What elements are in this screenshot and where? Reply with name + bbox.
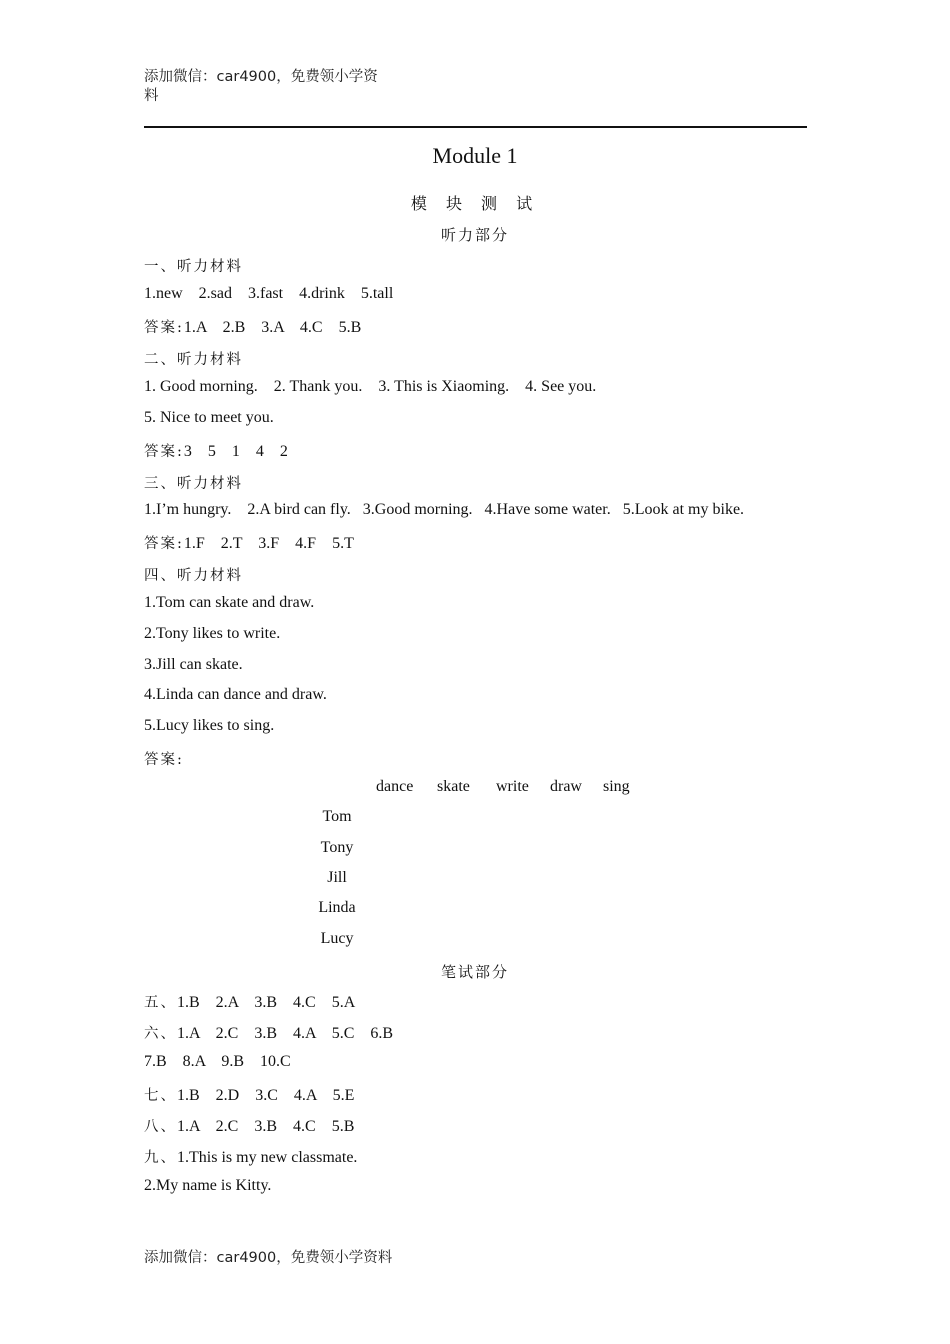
page-header: 添加微信：car4900，免费领小学资料	[144, 69, 378, 104]
table-col-write: write	[496, 778, 529, 795]
page-subtitle: 模 块 测 试	[410, 194, 540, 213]
table-col-skate: skate	[437, 778, 470, 795]
q3-material: 1.I’m hungry. 2.A bird can fly. 3.Good morning. 4.Have some water. 5.Look at my bike.	[144, 501, 745, 518]
q8-answer-line	[144, 1115, 354, 1136]
header-rule	[144, 126, 807, 128]
q9-answer-line1	[144, 1146, 357, 1167]
q9-answer1: 1.This is my new classmate.	[177, 1149, 358, 1166]
q3-answer-label: 答案:	[144, 536, 184, 552]
q1-answer: 1.A 2.B 3.A 4.C 5.B	[183, 319, 362, 336]
q1-answer-label: 答案:	[144, 320, 184, 336]
q6-answer-line1	[144, 1022, 393, 1043]
q4-heading: 四、听力材料	[144, 568, 243, 584]
table-col-draw: draw	[550, 778, 582, 795]
table-row-tom: Tom	[322, 808, 352, 825]
listening-section-title: 听力部分	[440, 226, 509, 244]
writing-section-title: 笔试部分	[440, 963, 509, 981]
q2-answer-line	[144, 440, 288, 461]
page-footer: 添加微信：car4900，免费领小学资料	[144, 1250, 393, 1266]
page-title: Module 1	[432, 143, 518, 168]
q9-label: 九、	[144, 1150, 177, 1166]
q4-line-1: 1.Tom can skate and draw.	[144, 594, 315, 611]
q2-material-line2: 5. Nice to meet you.	[144, 409, 274, 426]
q3-answer-line	[144, 532, 354, 553]
q3-heading: 三、听力材料	[144, 476, 243, 492]
q7-answer-line	[144, 1084, 354, 1105]
q1-material: 1.new 2.sad 3.fast 4.drink 5.tall	[144, 285, 394, 302]
q4-line-5: 5.Lucy likes to sing.	[144, 717, 275, 734]
q9-answer-line2: 2.My name is Kitty.	[144, 1177, 272, 1194]
q5-answer: 1.B 2.A 3.B 4.C 5.A	[177, 994, 356, 1011]
q1-heading: 一、听力材料	[144, 259, 243, 275]
table-row-linda: Linda	[318, 899, 356, 916]
q7-answer: 1.B 2.D 3.C 4.A 5.E	[177, 1087, 355, 1104]
q2-answer-label: 答案:	[144, 444, 184, 460]
q4-line-2: 2.Tony likes to write.	[144, 625, 281, 642]
q7-label: 七、	[144, 1088, 177, 1104]
q5-label: 五、	[144, 995, 177, 1011]
q6-label: 六、	[144, 1026, 177, 1042]
table-row-tony: Tony	[320, 839, 354, 856]
table-col-sing: sing	[603, 778, 630, 795]
q4-answer-label: 答案:	[144, 752, 184, 768]
q4-line-4: 4.Linda can dance and draw.	[144, 686, 327, 703]
table-row-jill: Jill	[327, 869, 347, 886]
q2-heading: 二、听力材料	[144, 352, 243, 368]
q8-label: 八、	[144, 1119, 177, 1135]
q8-answer: 1.A 2.C 3.B 4.C 5.B	[177, 1118, 355, 1135]
q2-material-line1: 1. Good morning. 2. Thank you. 3. This is Xiaoming. 4. See you.	[144, 378, 597, 395]
table-col-dance: dance	[376, 778, 414, 795]
q5-answer-line	[144, 991, 355, 1012]
q6-answer-line2: 7.B 8.A 9.B 10.C	[144, 1053, 291, 1070]
q2-answer: 3 5 1 4 2	[183, 443, 288, 460]
q6-answer1: 1.A 2.C 3.B 4.A 5.C 6.B	[177, 1025, 394, 1042]
q4-line-3: 3.Jill can skate.	[144, 656, 243, 673]
q3-answer: 1.F 2.T 3.F 4.F 5.T	[183, 535, 354, 552]
q1-answer-line	[144, 316, 361, 337]
table-row-lucy: Lucy	[320, 930, 354, 947]
